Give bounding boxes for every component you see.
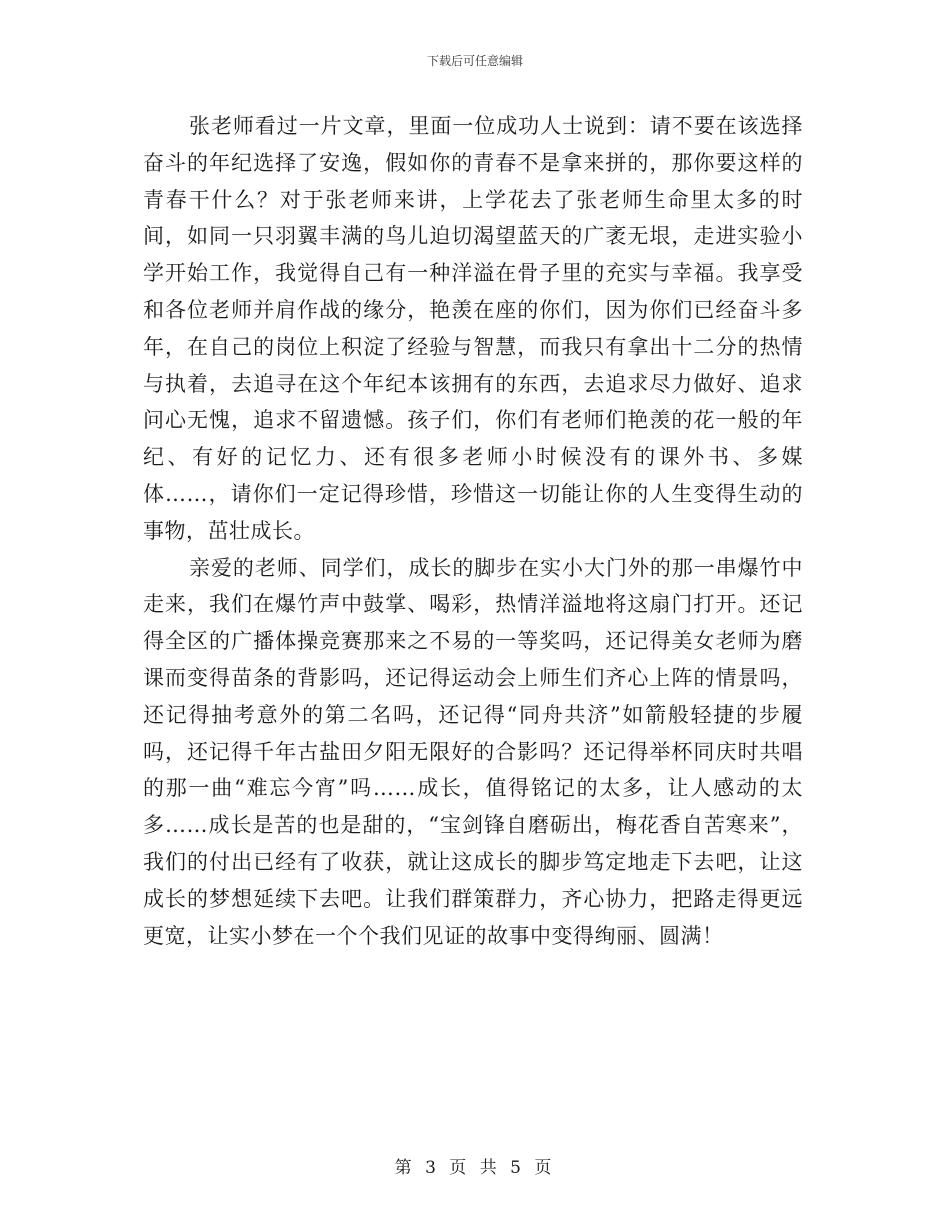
- document-body: [143, 108, 803, 954]
- page-header: 下载后可任意编辑: [426, 54, 523, 68]
- paragraph-2: 亲爱的老师、同学们，成长的脚步在实小大门外的那一串爆竹中走来，我们在爆竹声中鼓掌、喝彩，热情洋溢地将这扇门打开。还记得全区的广播体操竞赛那来之不易的一等奖吗，还记得美女老师为磨课而变得苗条的背影吗，还记得运动会上师生们齐心上阵的情景吗，还记得抽考意外的第二名吗，还记得“同舟共济”如箭般轻捷的步履吗，还记得千年古盐田夕阳无限好的合影吗？还记得举杯同庆时共唱的那一曲“难忘今宵”吗……成长，值得铭记的太多，让人感动的太多……成长是苦的也是甜的，“宝剑锋自磨砺出，梅花香自苦寒来”，我们的付出已经有了收获，就让这成长的脚步笃定地走下去吧，让这成长的梦想延续下去吧。让我们群策群力，齐心协力，把路走得更远更宽，让实小梦在一个个我们见证的故事中变得绚丽、圆满！: [143, 555, 803, 948]
- page-number-footer: 第 3 页 共 5 页: [394, 1158, 556, 1178]
- paragraph-1: 张老师看过一片文章，里面一位成功人士说到：请不要在该选择奋斗的年纪选择了安逸，假如你的青春不是拿来拼的，那你要这样的青春干什么？对于张老师来讲，上学花去了张老师生命里太多的时间，如同一只羽翼丰满的鸟儿迫切渴望蓝天的广袤无垠，走进实验小学开始工作，我觉得自己有一种洋溢在骨子里的充实与幸福。我享受和各位老师并肩作战的缘分，艳羡在座的你们，因为你们已经奋斗多年，在自己的岗位上积淀了经验与智慧，而我只有拿出十二分的热情与执着，去追寻在这个年纪本该拥有的东西，去追求尽力做好、追求问心无愧，追求不留遗憾。孩子们，你们有老师们艳羡的花一般的年纪、有好的记忆力、还有很多老师小时候没有的课外书、多媒体……，请你们一定记得珍惜，珍惜这一切能让你的人生变得生动的事物，茁壮成长。: [143, 114, 803, 543]
